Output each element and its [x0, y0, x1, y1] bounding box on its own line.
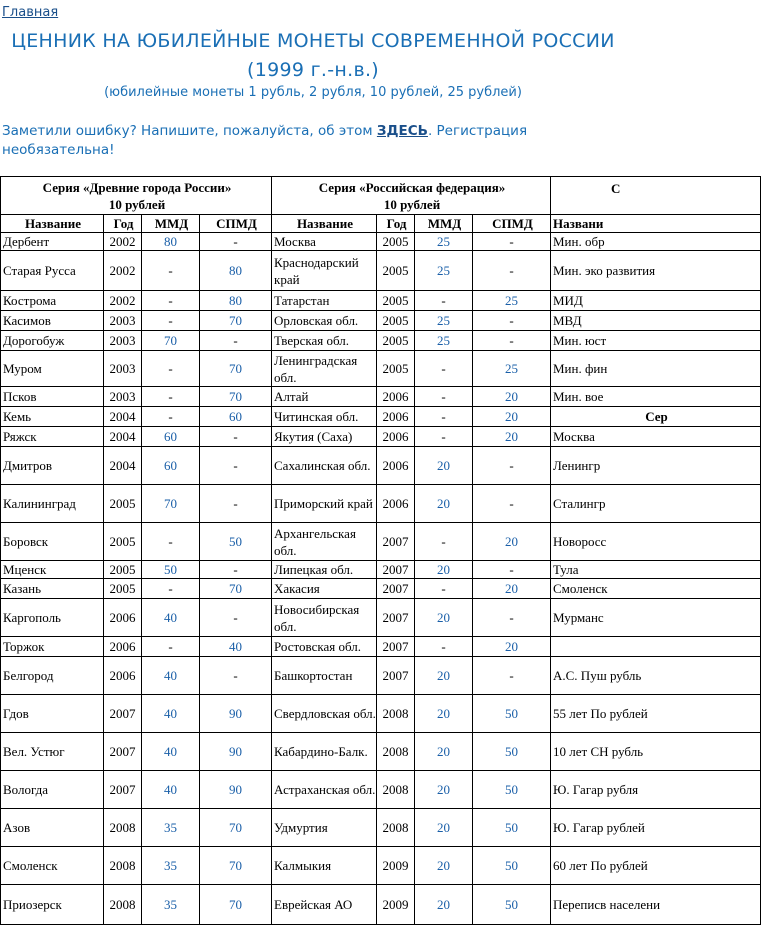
spmd-price-cell: - — [200, 657, 272, 695]
mmd-price-cell: 20 — [415, 771, 473, 809]
coin-name-cell: Мин. юст — [551, 331, 761, 351]
year-cell: 2006 — [377, 447, 415, 485]
table-row — [1, 387, 761, 407]
coin-name-cell: Новосибирская обл. — [272, 599, 377, 637]
coin-name-cell: МИД — [551, 291, 761, 311]
coin-name-cell: Башкортостан — [272, 657, 377, 695]
year-cell: 2003 — [104, 351, 142, 387]
mmd-price-cell: 40 — [142, 733, 200, 771]
spmd-price-cell: - — [200, 427, 272, 447]
table-row — [1, 771, 761, 809]
notice-text-before: Заметили ошибку? Напишите, пожалуйста, об этом — [2, 123, 377, 139]
spmd-price-cell: 25 — [473, 351, 551, 387]
spmd-price-cell: - — [200, 233, 272, 251]
spmd-price-cell: 50 — [473, 733, 551, 771]
coin-name-cell: Читинская обл. — [272, 407, 377, 427]
table-row — [1, 695, 761, 733]
year-cell: 2006 — [104, 637, 142, 657]
mmd-price-cell: 40 — [142, 695, 200, 733]
mmd-price-cell: - — [415, 351, 473, 387]
mmd-price-cell: - — [142, 637, 200, 657]
mmd-price-cell: 20 — [415, 847, 473, 885]
table-row — [1, 331, 761, 351]
table-row — [1, 637, 761, 657]
spmd-price-cell: 20 — [473, 523, 551, 561]
price-table-container — [0, 176, 668, 934]
year-cell: 2007 — [104, 695, 142, 733]
table-row — [1, 523, 761, 561]
series-header-ancient-cities — [1, 177, 272, 215]
mmd-price-cell: 25 — [415, 331, 473, 351]
year-cell: 2007 — [377, 579, 415, 599]
mmd-price-cell: - — [415, 579, 473, 599]
spmd-price-cell: 20 — [473, 579, 551, 599]
coin-name-cell: Москва — [551, 427, 761, 447]
coin-name-cell: Мин. фин — [551, 351, 761, 387]
year-cell: 2006 — [104, 657, 142, 695]
mmd-price-cell: 40 — [142, 771, 200, 809]
coin-name-cell: Свердловская обл. — [272, 695, 377, 733]
spmd-price-cell: - — [473, 447, 551, 485]
mmd-price-cell: 20 — [415, 447, 473, 485]
spmd-price-cell: 20 — [473, 637, 551, 657]
year-cell: 2005 — [377, 351, 415, 387]
page-subtitle: (юбилейные монеты 1 рубль, 2 рубля, 10 рублей, 25 рублей) — [104, 85, 522, 100]
mmd-price-cell: - — [142, 579, 200, 599]
coin-name-cell: А.С. Пуш рубль — [551, 657, 761, 695]
table-row — [1, 657, 761, 695]
year-cell: 2006 — [377, 427, 415, 447]
year-cell: 2005 — [377, 291, 415, 311]
year-cell: 2006 — [104, 599, 142, 637]
column-header-spmd: СПМД — [473, 215, 551, 233]
coin-name-cell: Кострома — [1, 291, 104, 311]
year-cell: 2008 — [377, 809, 415, 847]
year-cell: 2009 — [377, 847, 415, 885]
coin-name-cell: Гдов — [1, 695, 104, 733]
table-row — [1, 291, 761, 311]
year-cell: 2004 — [104, 427, 142, 447]
coin-name-cell: Краснодарский край — [272, 251, 377, 291]
coin-name-cell: Вел. Устюг — [1, 733, 104, 771]
spmd-price-cell: - — [473, 331, 551, 351]
series-denomination: 10 рублей — [383, 196, 441, 212]
coin-name-cell: Мин. вое — [551, 387, 761, 407]
coin-name-cell: Псков — [1, 387, 104, 407]
series-header-third — [551, 177, 761, 215]
year-cell: 2008 — [377, 695, 415, 733]
year-cell: 2007 — [377, 637, 415, 657]
year-cell: 2005 — [377, 331, 415, 351]
series-title: Серия «Российская федерация» — [318, 179, 506, 195]
spmd-price-cell: 70 — [200, 809, 272, 847]
year-cell: 2004 — [104, 447, 142, 485]
coin-name-cell: Алтай — [272, 387, 377, 407]
coin-name-cell: Смоленск — [551, 579, 761, 599]
mmd-price-cell: 20 — [415, 885, 473, 925]
spmd-price-cell: 70 — [200, 387, 272, 407]
year-cell: 2005 — [104, 485, 142, 523]
coin-name-cell: Сер — [551, 407, 761, 427]
column-header-spmd: СПМД — [200, 215, 272, 233]
mmd-price-cell: - — [415, 407, 473, 427]
spmd-price-cell: - — [473, 233, 551, 251]
coin-name-cell: МВД — [551, 311, 761, 331]
table-row — [1, 311, 761, 331]
year-cell: 2006 — [377, 407, 415, 427]
coin-name-cell: Дорогобуж — [1, 331, 104, 351]
coin-name-cell: Касимов — [1, 311, 104, 331]
column-header-year: Год — [377, 215, 415, 233]
column-header-name: Название — [272, 215, 377, 233]
spmd-price-cell: 80 — [200, 251, 272, 291]
mmd-price-cell: 20 — [415, 695, 473, 733]
price-table — [0, 176, 761, 925]
mmd-price-cell: 20 — [415, 733, 473, 771]
table-row — [1, 847, 761, 885]
spmd-price-cell: 80 — [200, 291, 272, 311]
coin-name-cell: Сахалинская обл. — [272, 447, 377, 485]
coin-name-cell: 55 лет По рублей — [551, 695, 761, 733]
table-row — [1, 885, 761, 925]
column-header-mmd: ММД — [415, 215, 473, 233]
coin-name-cell: Каргополь — [1, 599, 104, 637]
table-row — [1, 809, 761, 847]
coin-name-cell: Калининград — [1, 485, 104, 523]
coin-name-cell: Дмитров — [1, 447, 104, 485]
spmd-price-cell: - — [200, 485, 272, 523]
spmd-price-cell: 60 — [200, 407, 272, 427]
spmd-price-cell: - — [200, 561, 272, 579]
table-row — [1, 599, 761, 637]
coin-name-cell: Муром — [1, 351, 104, 387]
spmd-price-cell: 70 — [200, 579, 272, 599]
coin-name-cell: 10 лет СН рубль — [551, 733, 761, 771]
year-cell: 2007 — [377, 599, 415, 637]
spmd-price-cell: 20 — [473, 387, 551, 407]
coin-name-cell: Архангельская обл. — [272, 523, 377, 561]
spmd-price-cell: 50 — [473, 771, 551, 809]
mmd-price-cell: - — [415, 387, 473, 407]
coin-name-cell: Ленинградская обл. — [272, 351, 377, 387]
column-header-mmd: ММД — [142, 215, 200, 233]
mmd-price-cell: - — [142, 387, 200, 407]
year-cell: 2003 — [104, 387, 142, 407]
mmd-price-cell: - — [142, 351, 200, 387]
coin-name-cell: Смоленск — [1, 847, 104, 885]
mmd-price-cell: 20 — [415, 657, 473, 695]
year-cell: 2008 — [104, 809, 142, 847]
year-cell: 2008 — [104, 885, 142, 925]
year-cell: 2003 — [104, 311, 142, 331]
spmd-price-cell: - — [473, 599, 551, 637]
mmd-price-cell: 50 — [142, 561, 200, 579]
coin-name-cell: Приморский край — [272, 485, 377, 523]
coin-name-cell: Астраханская обл. — [272, 771, 377, 809]
spmd-price-cell: 70 — [200, 847, 272, 885]
year-cell: 2005 — [104, 561, 142, 579]
year-cell: 2005 — [104, 523, 142, 561]
coin-name-cell: Мурманс — [551, 599, 761, 637]
spmd-price-cell: 70 — [200, 351, 272, 387]
table-row — [1, 579, 761, 599]
coin-name-cell: Калмыкия — [272, 847, 377, 885]
spmd-price-cell: 70 — [200, 311, 272, 331]
coin-name-cell: Дербент — [1, 233, 104, 251]
series-title: Серия «Древние города России» — [42, 179, 232, 195]
table-row — [1, 447, 761, 485]
error-notice — [2, 122, 602, 160]
year-cell: 2005 — [104, 579, 142, 599]
coin-name-cell: Мин. эко развития — [551, 251, 761, 291]
spmd-price-cell: 90 — [200, 733, 272, 771]
spmd-price-cell: 50 — [473, 847, 551, 885]
mmd-price-cell: - — [142, 407, 200, 427]
year-cell: 2008 — [377, 733, 415, 771]
notice-text-after: . Регистрация необязательна! — [2, 123, 528, 158]
coin-name-cell — [551, 637, 761, 657]
year-cell: 2005 — [377, 311, 415, 331]
spmd-price-cell: - — [473, 485, 551, 523]
coin-name-cell: Якутия (Саха) — [272, 427, 377, 447]
mmd-price-cell: 80 — [142, 233, 200, 251]
table-row — [1, 351, 761, 387]
year-cell: 2002 — [104, 233, 142, 251]
coin-name-cell: Сталингр — [551, 485, 761, 523]
year-cell: 2005 — [377, 251, 415, 291]
coin-name-cell: Торжок — [1, 637, 104, 657]
coin-name-cell: Еврейская АО — [272, 885, 377, 925]
mmd-price-cell: 20 — [415, 561, 473, 579]
coin-name-cell: 60 лет По рублей — [551, 847, 761, 885]
year-cell: 2007 — [377, 523, 415, 561]
mmd-price-cell: 35 — [142, 847, 200, 885]
home-link[interactable]: Главная — [2, 5, 59, 20]
year-cell: 2007 — [104, 771, 142, 809]
table-row — [1, 733, 761, 771]
coin-name-cell: Ю. Гагар рубля — [551, 771, 761, 809]
coin-name-cell: Новоросс — [551, 523, 761, 561]
spmd-price-cell: 20 — [473, 427, 551, 447]
year-cell: 2009 — [377, 885, 415, 925]
spmd-price-cell: 70 — [200, 885, 272, 925]
table-row — [1, 485, 761, 523]
coin-name-cell: Липецкая обл. — [272, 561, 377, 579]
coin-name-cell: Ленингр — [551, 447, 761, 485]
series-denomination: 10 рублей — [108, 196, 166, 212]
mmd-price-cell: 20 — [415, 599, 473, 637]
spmd-price-cell: - — [200, 331, 272, 351]
year-cell: 2007 — [104, 733, 142, 771]
mmd-price-cell: 25 — [415, 233, 473, 251]
column-header-name: Названи — [551, 215, 761, 233]
coin-name-cell: Москва — [272, 233, 377, 251]
coin-name-cell: Тверская обл. — [272, 331, 377, 351]
spmd-price-cell: - — [473, 311, 551, 331]
coin-name-cell: Переписв населени — [551, 885, 761, 925]
coin-name-cell: Азов — [1, 809, 104, 847]
spmd-price-cell: - — [473, 657, 551, 695]
table-row — [1, 561, 761, 579]
mmd-price-cell: 60 — [142, 447, 200, 485]
year-cell: 2006 — [377, 387, 415, 407]
mmd-price-cell: 35 — [142, 885, 200, 925]
coin-name-cell: Старая Русса — [1, 251, 104, 291]
coin-name-cell: Вологда — [1, 771, 104, 809]
mmd-price-cell: 60 — [142, 427, 200, 447]
coin-name-cell: Казань — [1, 579, 104, 599]
coin-name-cell: Мин. обр — [551, 233, 761, 251]
spmd-price-cell: 25 — [473, 291, 551, 311]
mmd-price-cell: - — [142, 251, 200, 291]
coin-name-cell: Удмуртия — [272, 809, 377, 847]
mmd-price-cell: 40 — [142, 657, 200, 695]
mmd-price-cell: - — [415, 427, 473, 447]
spmd-price-cell: 50 — [473, 885, 551, 925]
spmd-price-cell: - — [473, 561, 551, 579]
mmd-price-cell: - — [142, 291, 200, 311]
coin-name-cell: Татарстан — [272, 291, 377, 311]
year-cell: 2004 — [104, 407, 142, 427]
spmd-price-cell: 90 — [200, 771, 272, 809]
mmd-price-cell: - — [415, 523, 473, 561]
mmd-price-cell: 25 — [415, 311, 473, 331]
table-row — [1, 427, 761, 447]
year-cell: 2003 — [104, 331, 142, 351]
coin-name-cell: Боровск — [1, 523, 104, 561]
mmd-price-cell: - — [415, 637, 473, 657]
mmd-price-cell: - — [142, 523, 200, 561]
spmd-price-cell: 50 — [473, 809, 551, 847]
page-title: ЦЕННИК НА ЮБИЛЕЙНЫЕ МОНЕТЫ СОВРЕМЕННОЙ РОССИИ (1999 г.-н.в.) — [11, 30, 615, 81]
mmd-price-cell: - — [415, 291, 473, 311]
coin-name-cell: Орловская обл. — [272, 311, 377, 331]
table-row — [1, 233, 761, 251]
year-cell: 2007 — [377, 561, 415, 579]
mmd-price-cell: 70 — [142, 331, 200, 351]
table-row — [1, 407, 761, 427]
spmd-price-cell: - — [200, 599, 272, 637]
coin-name-cell: Белгород — [1, 657, 104, 695]
series-title: С — [611, 181, 621, 196]
mmd-price-cell: 40 — [142, 599, 200, 637]
coin-name-cell: Приозерск — [1, 885, 104, 925]
spmd-price-cell: - — [473, 251, 551, 291]
spmd-price-cell: - — [200, 447, 272, 485]
coin-name-cell: Кабардино-Балк. — [272, 733, 377, 771]
mmd-price-cell: - — [142, 311, 200, 331]
coin-name-cell: Мценск — [1, 561, 104, 579]
year-cell: 2002 — [104, 291, 142, 311]
coin-name-cell: Хакасия — [272, 579, 377, 599]
column-header-name: Название — [1, 215, 104, 233]
report-error-link[interactable]: ЗДЕСЬ — [376, 123, 428, 139]
mmd-price-cell: 35 — [142, 809, 200, 847]
coin-name-cell: Кемь — [1, 407, 104, 427]
mmd-price-cell: 20 — [415, 485, 473, 523]
mmd-price-cell: 25 — [415, 251, 473, 291]
coin-name-cell: Ростовская обл. — [272, 637, 377, 657]
year-cell: 2008 — [104, 847, 142, 885]
spmd-price-cell: 20 — [473, 407, 551, 427]
year-cell: 2007 — [377, 657, 415, 695]
mmd-price-cell: 20 — [415, 809, 473, 847]
year-cell: 2005 — [377, 233, 415, 251]
series-header-russian-federation — [272, 177, 551, 215]
spmd-price-cell: 90 — [200, 695, 272, 733]
table-row — [1, 251, 761, 291]
spmd-price-cell: 50 — [473, 695, 551, 733]
column-header-year: Год — [104, 215, 142, 233]
coin-name-cell: Ряжск — [1, 427, 104, 447]
spmd-price-cell: 50 — [200, 523, 272, 561]
coin-name-cell: Тула — [551, 561, 761, 579]
year-cell: 2006 — [377, 485, 415, 523]
year-cell: 2008 — [377, 771, 415, 809]
mmd-price-cell: 70 — [142, 485, 200, 523]
year-cell: 2002 — [104, 251, 142, 291]
spmd-price-cell: 40 — [200, 637, 272, 657]
coin-name-cell: Ю. Гагар рублей — [551, 809, 761, 847]
